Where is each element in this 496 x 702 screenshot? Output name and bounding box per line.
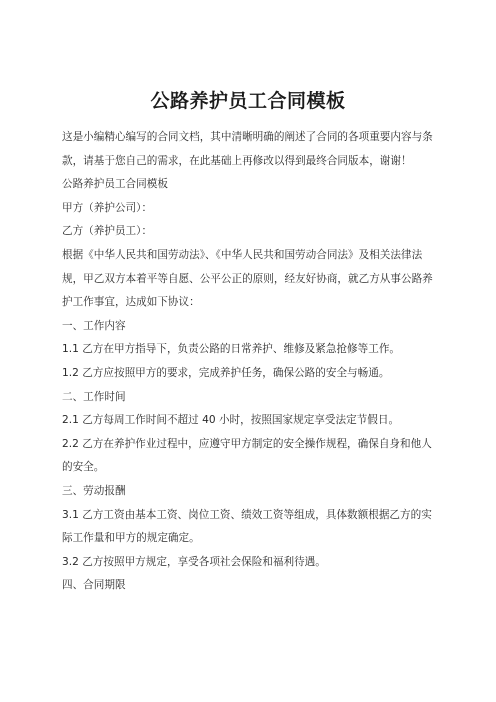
section-heading: 三、劳动报酬 [62, 484, 126, 497]
clause-line: 1.2 乙方应按照甲方的要求，完成养护任务，确保公路的安全与畅通。 [62, 366, 390, 379]
intro-paragraph: 这是小编精心编写的合同文档，其中清晰明确的阐述了合同的各项重要内容与条款，请基于您自己的需求，在此基础上再修改以得到最终合同版本，谢谢！ [62, 131, 433, 167]
preamble-paragraph: 根据《中华人民共和国劳动法》、《中华人民共和国劳动合同法》及相关法律法规，甲乙双方本着平等自愿、公平公正的原则，经友好协商，就乙方从事公路养护工作事宜，达成如下协议： [62, 248, 433, 309]
clause-line: 1.1 乙方在甲方指导下，负责公路的日常养护、维修及紧急抢修等工作。 [62, 343, 401, 356]
document-body [62, 126, 436, 598]
clause-line: 2.2 乙方在养护作业过程中，应遵守甲方制定的安全操作规程，确保自身和他人的安全。 [62, 437, 432, 474]
section-heading: 一、工作内容 [62, 319, 126, 332]
subtitle-line: 公路养护员工合同模板 [62, 178, 168, 191]
clause-line: 2.1 乙方每周工作时间不超过 40 小时，按照国家规定享受法定节假日。 [62, 414, 400, 427]
party-a-line: 甲方（养护公司）： [62, 201, 153, 214]
clause-line: 3.1 乙方工资由基本工资、岗位工资、绩效工资等组成，具体数额根据乙方的实际工作量和甲方的规定确定。 [62, 508, 432, 545]
section-heading: 二、工作时间 [62, 390, 126, 403]
party-b-line: 乙方（养护员工）： [62, 225, 153, 238]
clause-line: 3.2 乙方按照甲方规定，享受各项社会保险和福利待遇。 [62, 555, 326, 568]
document-title: 公路养护员工合同模板 [150, 90, 346, 112]
section-heading: 四、合同期限 [62, 579, 126, 592]
